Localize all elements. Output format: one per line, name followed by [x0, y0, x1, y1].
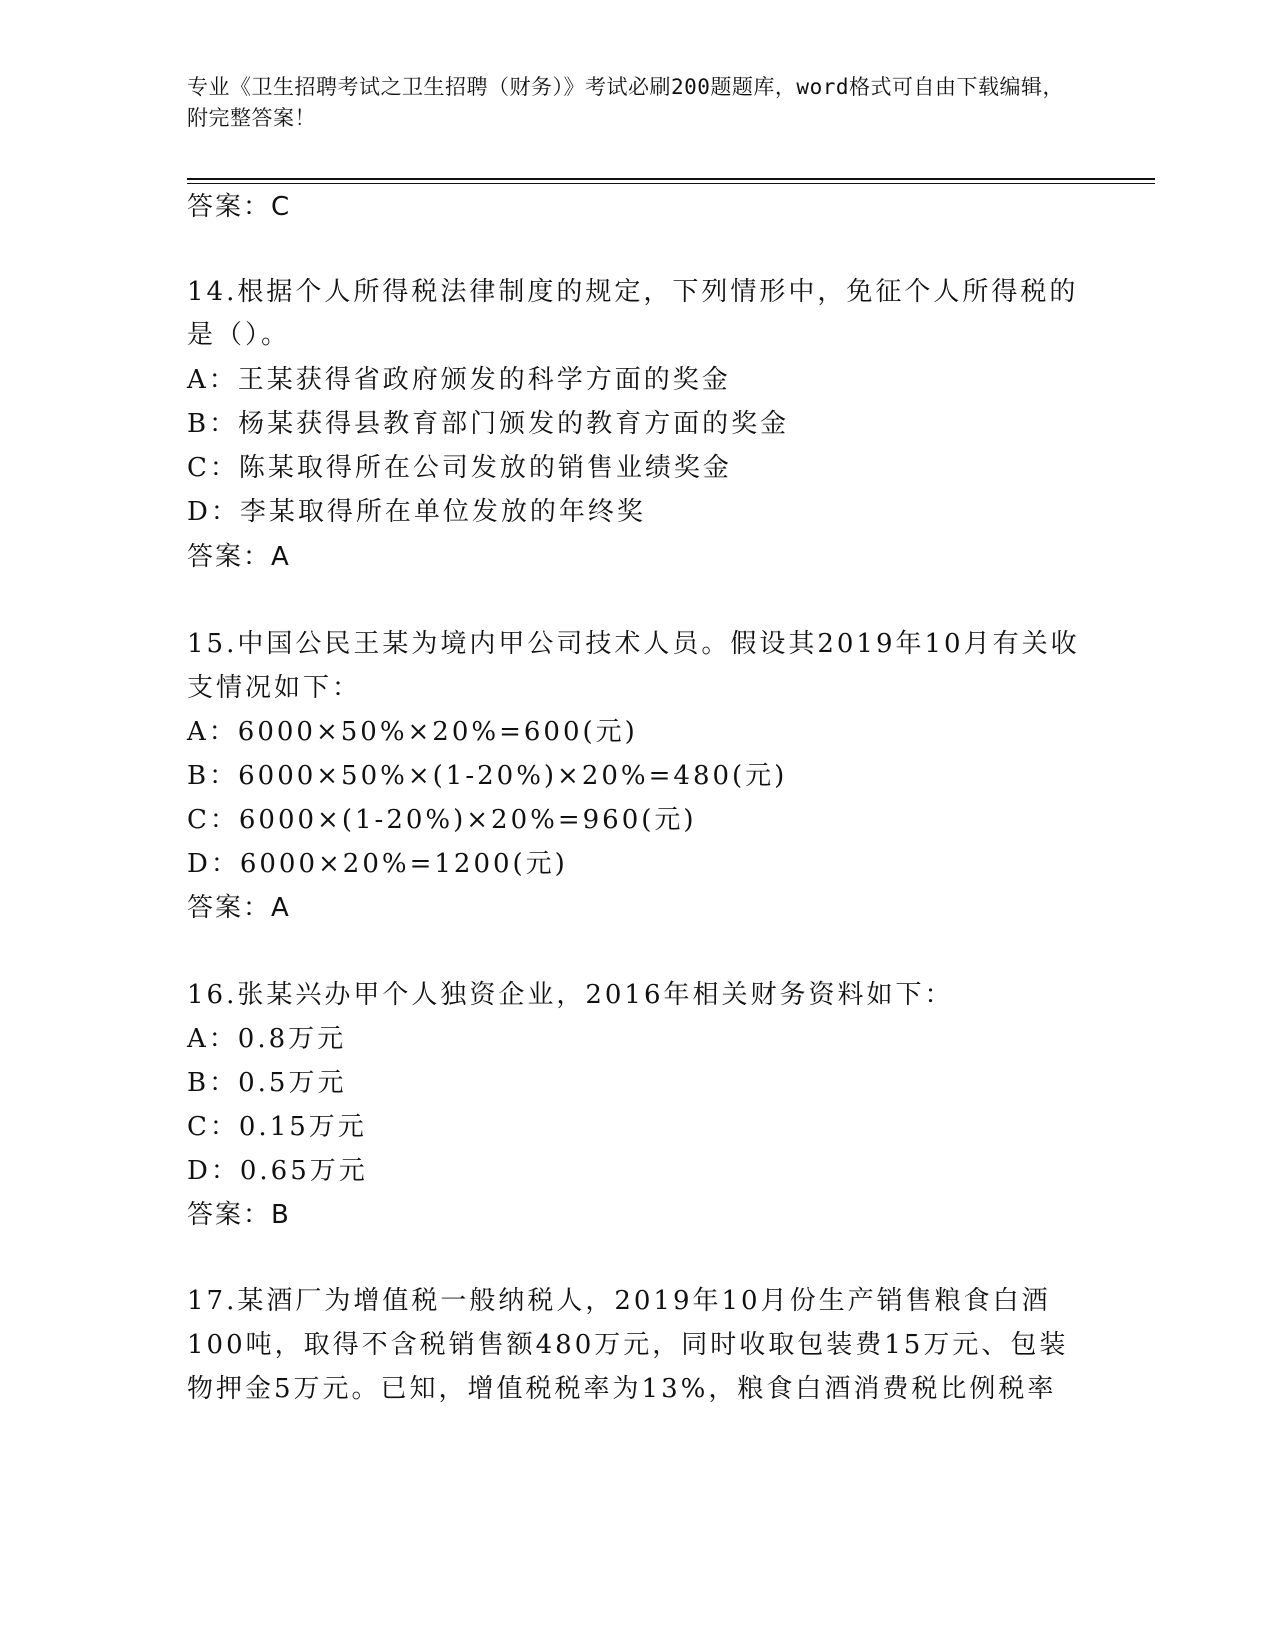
question-17-stem-line-1: 17.某酒厂为增值税一般纳税人，2019年10月份生产销售粮食白酒: [187, 1286, 1051, 1316]
question-15-stem-line-1: 15.中国公民王某为境内甲公司技术人员。假设其2019年10月有关收: [187, 629, 1080, 659]
question-16-option-d: D：0.65万元: [187, 1156, 368, 1186]
question-14-stem-line-1: 14.根据个人所得税法律制度的规定，下列情形中，免征个人所得税的: [187, 277, 1079, 307]
question-14-option-a: A：王某获得省政府颁发的科学方面的奖金: [187, 365, 731, 395]
question-14-stem-line-2: 是（）。: [187, 320, 291, 350]
question-14-answer: 答案：A: [187, 542, 291, 572]
question-16-answer: 答案：B: [187, 1200, 291, 1230]
header-divider-thick: [187, 178, 1155, 180]
question-15-stem-line-2: 支情况如下：: [187, 673, 362, 703]
previous-answer: 答案：C: [187, 192, 292, 222]
question-17-stem-line-3: 物押金5万元。已知，增值税税率为13%，粮食白酒消费税比例税率: [187, 1374, 1057, 1404]
question-16-stem-line-1: 16.张某兴办甲个人独资企业，2016年相关财务资料如下：: [187, 980, 954, 1010]
question-17-stem-line-2: 100吨，取得不含税销售额480万元，同时收取包装费15万元、包装: [187, 1330, 1069, 1360]
document-header: 专业《卫生招聘考试之卫生招聘（财务）》考试必刷200题题库，word格式可自由下载编辑，附完整答案！: [187, 75, 1064, 130]
question-14-option-c: C：陈某取得所在公司发放的销售业绩奖金: [187, 453, 732, 483]
question-14-option-d: D：李某取得所在单位发放的年终奖: [187, 497, 646, 527]
question-15-option-b: B：6000×50%×(1-20%)×20%=480(元): [187, 761, 788, 791]
header-divider-thin: [187, 183, 1155, 184]
question-16-option-a: A：0.8万元: [187, 1024, 347, 1054]
question-15-option-a: A：6000×50%×20%=600(元): [187, 717, 638, 747]
question-15-option-d: D：6000×20%=1200(元): [187, 849, 568, 879]
question-16-option-b: B：0.5万元: [187, 1068, 347, 1098]
question-15-option-c: C：6000×(1-20%)×20%=960(元): [187, 805, 697, 835]
question-15-answer: 答案：A: [187, 893, 291, 923]
question-16-option-c: C：0.15万元: [187, 1112, 367, 1142]
question-14-option-b: B：杨某获得县教育部门颁发的教育方面的奖金: [187, 409, 790, 439]
